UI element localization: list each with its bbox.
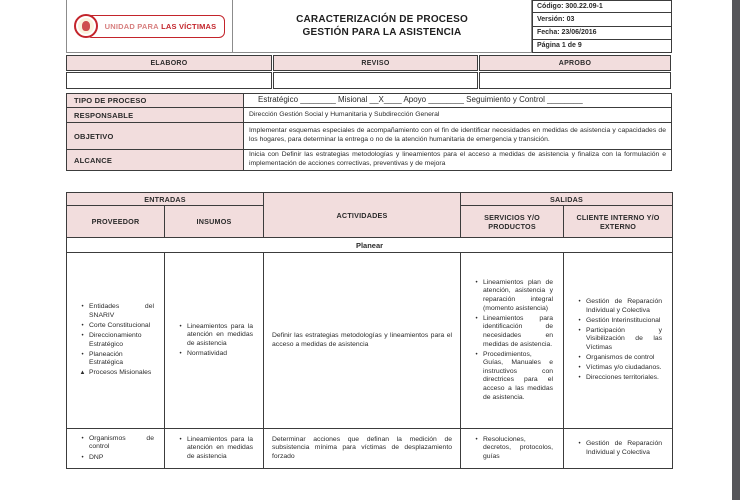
unidad-victimas-logo — [74, 15, 226, 38]
insumos-cell — [165, 429, 264, 469]
fecha-field: Fecha: 23/06/2016 — [532, 27, 672, 40]
bullet-icon: • — [81, 332, 84, 339]
bullet-icon: • — [81, 351, 84, 358]
table-row — [67, 123, 672, 150]
alcance-value: Inicia con Definir las estrategias metodologías y lineamientos para el acceso a medidas de asistencia y finaliza con la formulación e implementación de acciones correctivas, preventivas y de mejora — [244, 150, 672, 171]
entradas-header: ENTRADAS — [67, 193, 264, 206]
insumos-cell — [165, 253, 264, 429]
bullet-icon: • — [81, 435, 84, 442]
objetivo-value: Implementar esquemas especiales de acompañamiento con el fin de identificar necesidades en medidas de asistencia y capacidades de los hogares, para determinar la entrega o no de la atención humanitaria de emergencia y transición. — [244, 123, 672, 150]
list-item: • Gestión Interinstitucional — [576, 317, 662, 326]
objetivo-label: OBJETIVO — [67, 123, 244, 150]
reviso-header: REVISO — [273, 55, 478, 71]
servicios-cell — [461, 253, 564, 429]
coat-of-arms-icon — [74, 14, 98, 38]
logo-cell — [66, 0, 232, 53]
list-item: • DNP — [79, 454, 154, 463]
list-item: • Gestión de Reparación Individual y Colectiva — [576, 298, 662, 315]
bullet-icon: • — [81, 304, 84, 311]
document-title — [232, 0, 532, 53]
codigo-field: Código: 300.22.09-1 — [532, 0, 672, 13]
list-item: • Corte Constitucional — [79, 322, 154, 331]
bullet-icon: • — [578, 327, 581, 334]
actividad-cell — [264, 253, 461, 429]
responsable-label: RESPONSABLE — [67, 108, 244, 123]
actividad-cell — [264, 429, 461, 469]
bullet-icon: • — [578, 365, 581, 372]
actividades-header: ACTIVIDADES — [264, 193, 461, 238]
elaboro-signature-box — [66, 72, 272, 89]
logo-box — [86, 15, 226, 38]
list-item: • Resoluciones, decretos, protocolos, guías — [473, 436, 553, 462]
document-codes — [532, 0, 672, 53]
bullet-icon: • — [179, 350, 182, 357]
cliente-cell — [564, 253, 673, 429]
list-item: • Participación y Visibilización de las Víctimas — [576, 327, 662, 353]
list-item: • Planeación Estratégica — [79, 351, 154, 368]
list-item: • Procedimientos, Guías, Manuales e instructivos con directrices para el acceso a las medidas de asistencia. — [473, 351, 553, 403]
document-header — [66, 0, 672, 89]
list-item: ▲ Procesos Misionales — [79, 369, 152, 377]
list-item: • Organismos de control — [576, 354, 662, 363]
header-top-row — [66, 0, 672, 53]
tipo-de-proceso-label: TIPO DE PROCESO — [67, 94, 244, 108]
matrix-group-header-row — [67, 193, 673, 206]
list-item: • Lineamientos plan de atención, asistencia y reparación integral (momento asistencia) — [473, 279, 553, 313]
list-item: • Organismos de control — [79, 435, 154, 452]
scrollbar[interactable] — [732, 0, 740, 500]
process-info-table — [66, 93, 672, 171]
bullet-icon: • — [578, 440, 581, 447]
list-item: • Víctimas y/o ciudadanos. — [576, 364, 662, 373]
phase-planear-label: Planear — [67, 238, 673, 253]
actividad-text: Definir las estrategias metodologías y lineamientos para el acceso a medidas de asistencia — [272, 331, 453, 348]
cliente-interno-externo-header: CLIENTE INTERNO Y/O EXTERNO — [564, 206, 673, 238]
list-item: • Direccionamiento Estratégico — [79, 332, 154, 349]
list-item: • Normatividad — [177, 350, 253, 359]
table-row — [67, 108, 672, 123]
aprobo-header: APROBO — [479, 55, 671, 71]
version-field: Versión: 03 — [532, 13, 672, 26]
bullet-icon: • — [475, 315, 478, 322]
servicios-productos-header: SERVICIOS Y/O PRODUCTOS — [461, 206, 564, 238]
tipo-de-proceso-value: Estratégico ________ Misional __X____ Apoyo ________ Seguimiento y Control ________ — [244, 94, 672, 108]
salidas-header: SALIDAS — [461, 193, 673, 206]
bullet-icon: • — [578, 375, 581, 382]
matrix-body-row-2 — [67, 429, 673, 469]
actividad-text: Determinar acciones que definan la medición de subsistencia mínima para víctimas de desplazamiento forzado — [272, 435, 453, 460]
list-item: • Lineamientos para la atención en medidas de asistencia — [177, 436, 253, 462]
list-item: • Direcciones territoriales. — [576, 374, 662, 383]
reviso-signature-box — [273, 72, 478, 89]
servicios-cell — [461, 429, 564, 469]
table-row — [67, 150, 672, 171]
bullet-icon: • — [475, 279, 478, 286]
cliente-cell — [564, 429, 673, 469]
phase-row — [67, 238, 673, 253]
elaboro-header: ELABORO — [66, 55, 272, 71]
bullet-icon: • — [81, 322, 84, 329]
list-item: • Lineamientos para la atención en medidas de asistencia — [177, 323, 253, 349]
bullet-icon: • — [578, 299, 581, 306]
triangle-bullet-icon: ▲ — [79, 370, 86, 377]
bullet-icon: • — [81, 454, 84, 461]
responsable-value: Dirección Gestión Social y Humanitaria y Subdirección General — [244, 108, 672, 123]
bullet-icon: • — [578, 317, 581, 324]
matrix-body-row-1 — [67, 253, 673, 429]
aprobo-signature-box — [479, 72, 671, 89]
process-matrix-table — [66, 192, 673, 469]
signature-header-row — [66, 55, 672, 71]
proveedor-header: PROVEEDOR — [67, 206, 165, 238]
brand-text: UNIDAD PARA LAS VÍCTIMAS — [104, 21, 217, 31]
list-item: • Lineamientos para identificación de necesidades en medidas de asistencia. — [473, 315, 553, 349]
bullet-icon: • — [179, 323, 182, 330]
title-line-2: GESTIÓN PARA LA ASISTENCIA — [302, 27, 462, 38]
table-row — [67, 94, 672, 108]
insumos-header: INSUMOS — [165, 206, 264, 238]
list-item: • Gestión de Reparación Individual y Colectiva — [576, 440, 662, 457]
pagina-field: Página 1 de 9 — [532, 40, 672, 53]
list-item: • Entidades del SNARIV — [79, 303, 154, 320]
signature-empty-row — [66, 72, 672, 89]
bullet-icon: • — [475, 436, 478, 443]
bullet-icon: • — [179, 436, 182, 443]
bullet-icon: • — [578, 355, 581, 362]
alcance-label: ALCANCE — [67, 150, 244, 171]
title-line-1: CARACTERIZACIÓN DE PROCESO — [296, 14, 468, 25]
proveedor-cell — [67, 253, 165, 429]
proveedor-cell — [67, 429, 165, 469]
bullet-icon: • — [475, 351, 478, 358]
